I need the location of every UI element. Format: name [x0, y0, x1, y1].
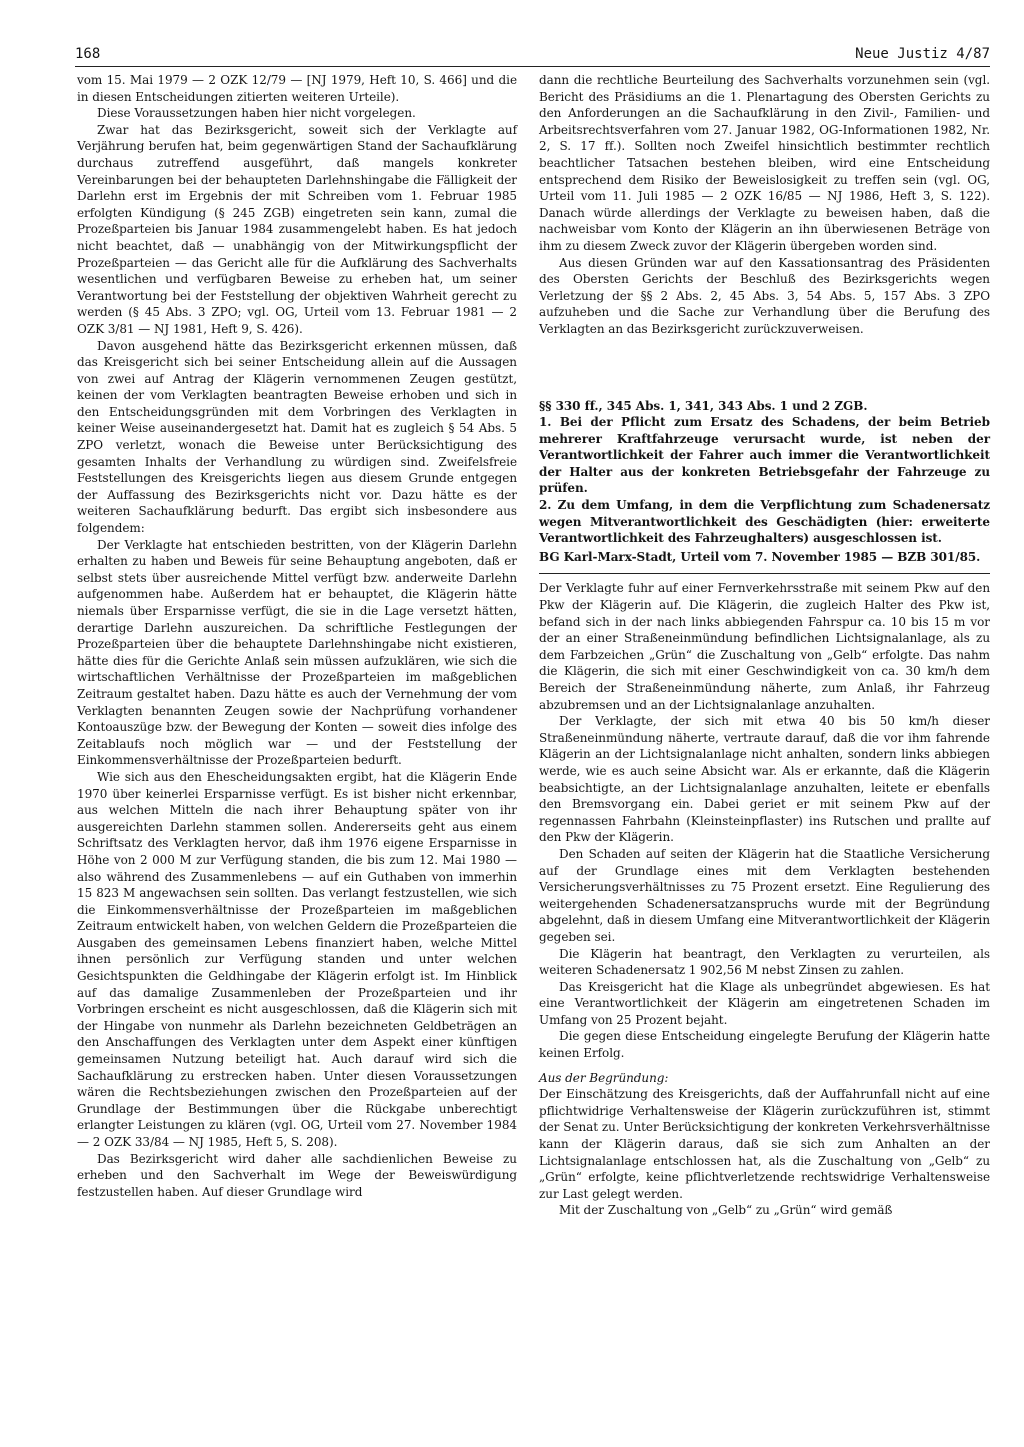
section-rule	[539, 573, 990, 574]
court-citation: BG Karl-Marx-Stadt, Urteil vom 7. November 1985 — BZB 301/85.	[539, 549, 981, 564]
right-paragraph-7: Das Kreisgericht hat die Klage als unbegründet abgewiesen. Es hat eine Verantwortlichkeit der Klägerin am eingetretenen Schaden im Umfang von 25 Prozent bejaht.	[539, 979, 990, 1027]
header-rule	[75, 66, 990, 67]
left-paragraph-3: Zwar hat das Bezirksgericht, soweit sich der Verklagte auf Verjährung berufen hat, beim gegenwärtigen Stand der Sachaufklärung durchaus zutreffend ausgeführt, daß mangels konkreter Vereinbarungen bei der behaupteten Darlehnshingabe die Fälligkeit der Darlehn erst im Ergebnis der mit Schreiben vom 1. Februar 1985 erfolgten Kündigung (§ 245 ZGB) eingetreten sein kann, zumal die Prozeßparteien bis Januar 1984 zusammengelebt haben. Es hat jedoch nicht beachtet, daß — unabhängig von der Mitwirkungspflicht der Prozeßparteien — das Gericht alle für die Aufklärung des Sachverhalts wesentlichen und verfügbaren Beweise zu erheben hat, um seiner Verantwortung bei der Feststellung der objektiven Wahrheit gerecht zu werden (§ 45 Abs. 3 ZPO; vgl. OG, Urteil vom 13. Februar 1981 — 2 OZK 3/81 — NJ 1981, Heft 9, S. 426).	[77, 122, 517, 336]
right-paragraph-1: dann die rechtliche Beurteilung des Sachverhalts vorzunehmen sein (vgl. Bericht des Präsidiums an die 1. Plenartagung des Obersten Gerichts zu den Anforderungen an die Sachaufklärung in den Zivil-, Familien- und Arbeitsrechtsverfahren vom 27. Januar 1982, OG-Informationen 1982, Nr. 2, S. 17 ff.). Sollten noch Zweifel hinsichtlich bestimmter rechtlich beachtlicher Tatsachen bestehen bleiben, wird eine Entscheidung entsprechend dem Risiko der Beweislosigkeit zu treffen sein (vgl. OG, Urteil vom 11. Juli 1985 — 2 OZK 16/85 — NJ 1986, Heft 3, S. 122). Danach würde allerdings der Verklagte zu beweisen haben, daß die nachweisbar vom Konto der Klägerin an ihn überwiesenen Beträge von ihm zu diesem Zweck zuvor der Klägerin übergeben worden sind.	[539, 73, 990, 253]
right-paragraph-6: Die Klägerin hat beantragt, den Verklagten zu verurteilen, als weiteren Schadenersatz 1 902,56 M nebst Zinsen zu zahlen.	[539, 946, 990, 978]
right-paragraph-8: Die gegen diese Entscheidung eingelegte Berufung der Klägerin hatte keinen Erfolg.	[539, 1029, 990, 1061]
left-paragraph-4: Davon ausgehend hätte das Bezirksgericht erkennen müssen, daß das Kreisgericht sich bei seiner Entscheidung allein auf die Aussagen von zwei auf Antrag der Klägerin vernommenen Zeugen gestützt, keinen der vom Verklagten beantragten Beweise erhoben und sich in den Entscheidungsgründen mit dem Vorbringen des Verklagten in keiner Weise auseinandergesetzt hat. Damit hat es zugleich § 54 Abs. 5 ZPO verletzt, wonach die Beweise unter Berücksichtigung des gesamten Inhalts der Verhandlung zu würdigen sind. Zweifelsfreie Feststellungen des Kreisgerichts liegen aus diesem Grunde entgegen der Auffassung des Bezirksgerichts nicht vor. Dazu hätte es der weiteren Sachaufklärung bedurft. Das ergibt sich insbesondere aus folgendem:	[77, 338, 517, 536]
right-paragraph-4: Der Verklagte, der sich mit etwa 40 bis 50 km/h dieser Straßeneinmündung näherte, vertraute darauf, daß die vor ihm fahrende Klägerin an der Lichtsignalanlage nicht anhalten, sondern links abbiegen werde, wie es auch seine Absicht war. Als er erkannte, daß die Klägerin beabsichtigte, an der Lichtsignalanlage anzuhalten, leitete er ebenfalls den Bremsvorgang ein. Dabei geriet er mit seinem Pkw auf der regennassen Fahrbahn (Kleinsteinpflaster) ins Rutschen und prallte auf den Pkw der Klägerin.	[539, 714, 990, 845]
right-paragraph-9: Der Einschätzung des Kreisgerichts, daß der Auffahrunfall nicht auf eine pflichtwidrige Verhaltensweise der Klägerin zurückzuführen ist, stimmt der Senat zu. Unter Berücksichtigung der konkreten Verkehrsverhältnisse kann der Klägerin daraus, daß sie sich zum Anhalten an der Lichtsignalanlage entschlossen hat, als die Zuschaltung von „Gelb“ zu „Grün“ erfolgte, keine pflichtverletzende rechtswidrige Verhaltensweise zur Last gelegt werden.	[539, 1087, 990, 1201]
right-paragraph-3: Der Verklagte fuhr auf einer Fernverkehrsstraße mit seinem Pkw auf den Pkw der Klägerin auf. Die Klägerin, die zugleich Halter des Pkw ist, befand sich in der nach links abbiegenden Fahrspur ca. 10 bis 15 m vor der an einer Straßeneinmündung befindlichen Lichtsignalanlage, als zu dem Farbzeichen „Grün“ die Zuschaltung von „Gelb“ erfolgte. Das nahm die Klägerin, die sich mit einer Geschwindigkeit von ca. 30 km/h dem Bereich der Straßeneinmündung näherte, zum Anlaß, ihr Fahrzeug abzubremsen und an der Lichtsignalanlage anzuhalten.	[539, 581, 990, 712]
statute-reference: §§ 330 ff., 345 Abs. 1, 341, 343 Abs. 1 und 2 ZGB.	[539, 398, 868, 413]
journal-issue: Neue Justiz 4/87	[855, 46, 990, 62]
reasons-heading: Aus der Begründung:	[539, 1070, 669, 1085]
headnote-2: 2. Zu dem Umfang, in dem die Verpflichtung zum Schadenersatz wegen Mitverantwortlichkeit des Geschädigten (hier: erweiterte Verantwortlichkeit des Fahrzeughalters) ausgeschlossen ist.	[539, 498, 990, 546]
page-header	[75, 43, 990, 65]
right-paragraph-5: Den Schaden auf seiten der Klägerin hat die Staatliche Versicherung auf der Grundlage eines mit dem Verklagten bestehenden Versicherungsverhältnisses zu 75 Prozent ersetzt. Eine Regulierung des weitergehenden Schadenersatzanspruchs wurde mit der Begründung abgelehnt, daß in diesem Umfang eine Mitverantwortlichkeit der Klägerin gegeben sei.	[539, 846, 990, 944]
page-number: 168	[75, 46, 101, 62]
left-paragraph-2: Diese Voraussetzungen haben hier nicht vorgelegen.	[97, 106, 416, 121]
left-paragraph-6: Wie sich aus den Ehescheidungsakten ergibt, hat die Klägerin Ende 1970 über keinerlei Ersparnisse verfügt. Es ist bisher nicht erkennbar, aus welchen Mitteln die nach ihrer Behauptung später von ihr ausgereichten Darlehn stammen sollen. Andererseits geht aus einem Schriftsatz des Verklagten hervor, daß ihm 1976 eigene Ersparnisse in Höhe von 2 000 M zur Verfügung standen, die bis zum 12. Mai 1980 — also während des Zusammenlebens — auf ein Guthaben von immerhin 15 823 M angewachsen sein sollten. Das verlangt festzustellen, wie sich die Einkommensverhältnisse der Prozeßparteien im maßgeblichen Zeitraum entwickelt haben, von welchen Geldern die Prozeßparteien die Ausgaben des gemeinsamen Lebens finanziert haben, welche Mittel ihnen persönlich zur Verfügung standen und unter welchen Gesichtspunkten die Geldhingabe der Klägerin erfolgt ist. Im Hinblick auf das damalige Zusammenleben der Prozeßparteien und ihr Vorbringen erscheint es nicht ausgeschlossen, daß die Klägerin sich mit der Hingabe von nunmehr als Darlehn bezeichneten Geldbeträgen an den Anschaffungen des Verklagten unter dem Aspekt einer künftigen gemeinsamen Nutzung beteiligt hat. Auch darauf wird sich die Sachaufklärung zu erstrecken haben. Unter diesen Voraussetzungen wären die Rechtsbeziehungen zwischen den Prozeßparteien auf der Grundlage der Bestimmungen über die Rückgabe unberechtigt erlangter Leistungen zu klären (vgl. OG, Urteil vom 27. November 1984 — 2 OZK 33/84 — NJ 1985, Heft 5, S. 208).	[77, 769, 517, 1149]
headnote-1: 1. Bei der Pflicht zum Ersatz des Schadens, der beim Betrieb mehrerer Kraftfahrzeuge verursacht wurde, ist neben der Verantwortlichkeit der Fahrer auch immer die Verantwortlichkeit der Halter aus der konkreten Betriebsgefahr der Fahrzeuge zu prüfen.	[539, 415, 990, 496]
left-paragraph-7: Das Bezirksgericht wird daher alle sachdienlichen Beweise zu erheben und den Sachverhalt im Wege der Beweiswürdigung festzustellen haben. Auf dieser Grundlage wird	[77, 1151, 517, 1199]
right-paragraph-10: Mit der Zuschaltung von „Gelb“ zu „Grün“ wird gemäß	[559, 1203, 893, 1218]
right-column	[539, 72, 990, 1219]
left-paragraph-5: Der Verklagte hat entschieden bestritten, von der Klägerin Darlehn erhalten zu haben und Beweis für seine Behauptung angeboten, daß er selbst stets über ausreichende Mittel verfügt bzw. anderweite Darlehn aufgenommen habe. Außerdem hat er behauptet, die Klägerin hätte niemals über Ersparnisse verfügt, die sie in die Lage versetzt hätten, derartige Darlehn auszureichen. Da schriftliche Festlegungen der Prozeßparteien über die behauptete Darlehnshingabe nicht existieren, hätte dies für die Gerichte Anlaß sein müssen aufzuklären, wie sich die wirtschaftlichen Verhältnisse der Prozeßparteien im maßgeblichen Zeitraum gestaltet haben. Dazu hätte es auch der Vernehmung der vom Verklagten benannten Zeugen sowie der Nachprüfung vorhandener Kontoauszüge bzw. der Bewegung der Konten — soweit dies infolge des Zeitablaufs noch möglich war — und der Feststellung der Einkommensverhältnisse der Prozeßparteien bedurft.	[77, 537, 517, 768]
left-column	[77, 72, 517, 1200]
left-paragraph-1: vom 15. Mai 1979 — 2 OZK 12/79 — [NJ 1979, Heft 10, S. 466] und die in diesen Entscheidungen zitierten weiteren Urteile).	[77, 73, 517, 104]
right-paragraph-2: Aus diesen Gründen war auf den Kassationsantrag des Präsidenten des Obersten Gerichts der Beschluß des Bezirksgerichts wegen Verletzung der §§ 2 Abs. 2, 45 Abs. 3, 54 Abs. 5, 157 Abs. 3 ZPO aufzuheben und die Sache zur Verhandlung über die Berufung des Verklagten an das Bezirksgericht zurückzuverweisen.	[539, 255, 990, 336]
section-gap	[539, 338, 990, 398]
